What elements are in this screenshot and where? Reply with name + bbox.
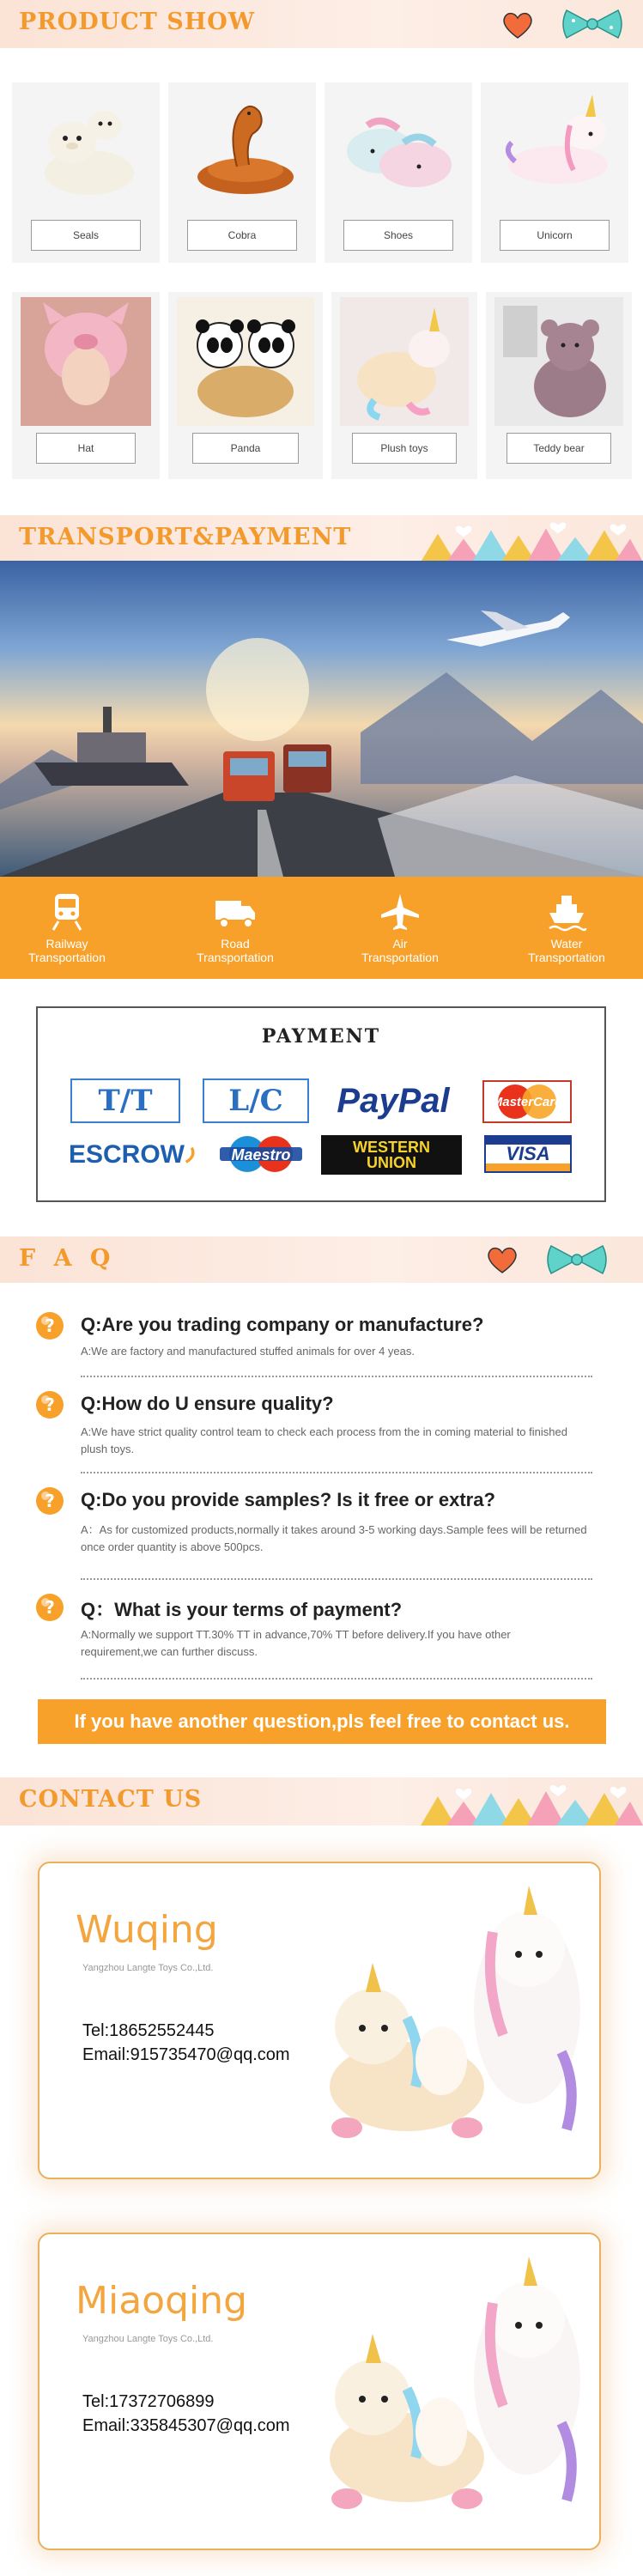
faq-question: Q:How do U ensure quality? <box>81 1393 334 1414</box>
transport-mode-name: Railway <box>45 937 88 951</box>
panda-plush-image <box>177 297 314 426</box>
bunting-decoration <box>412 515 643 563</box>
truck-icon <box>214 892 257 932</box>
transport-mode-suffix: Transportation <box>28 951 106 964</box>
product-card-shoes[interactable] <box>325 82 472 263</box>
faq-item <box>34 1314 601 1382</box>
faq-answer: A:We are factory and manufactured stuffed animals for over 4 yeas. <box>81 1345 415 1358</box>
paypal-logo <box>325 1078 462 1123</box>
transport-header <box>0 515 643 561</box>
transport-mode-suffix: Transportation <box>197 951 274 964</box>
unicorn-plush-image <box>312 1880 596 2155</box>
product-card-hat[interactable] <box>12 292 160 479</box>
question-icon <box>34 1310 65 1341</box>
transport-mode-air <box>349 892 452 964</box>
svg-text:?: ? <box>45 1315 55 1336</box>
transport-mode-suffix: Transportation <box>361 951 439 964</box>
bow-icon <box>543 1241 611 1279</box>
divider <box>81 1376 592 1377</box>
contact-phone[interactable]: Tel:17372706899 <box>82 2392 215 2411</box>
pig-hat-image <box>21 297 151 426</box>
faq-question: Q:Do you provide samples? Is it free or extra? <box>81 1489 495 1510</box>
contact-name: Wuqing <box>76 1908 218 1952</box>
teddy-bear-image <box>494 297 623 426</box>
company-name: Yangzhou Langte Toys Co.,Ltd. <box>82 2334 214 2344</box>
product-label: Panda <box>192 433 299 464</box>
contact-cta-banner[interactable]: If you have another question,pls feel free to contact us. <box>38 1699 606 1744</box>
faq-answer: A：As for customized products,normally it takes around 3-5 working days.Sample fees will be returned once order quantity is above 500pcs. <box>81 1523 587 1553</box>
transport-modes-bar <box>0 877 643 979</box>
escrow-logo-text: ESCROW <box>69 1140 185 1169</box>
company-name: Yangzhou Langte Toys Co.,Ltd. <box>82 1963 214 1973</box>
product-label: Plush toys <box>352 433 457 464</box>
product-label: Teddy bear <box>507 433 611 464</box>
product-card-teddy-bear[interactable] <box>486 292 632 479</box>
product-label: Seals <box>31 220 141 251</box>
product-label: Unicorn <box>500 220 610 251</box>
maestro-logo-text: Maestro <box>231 1145 291 1163</box>
divider <box>81 1472 592 1473</box>
lc-logo <box>203 1078 309 1123</box>
faq-title: F A Q <box>19 1245 116 1272</box>
faq-answer: A:We have strict quality control team to check each process from the in coming material to finished plush toys. <box>81 1425 567 1455</box>
faq-item <box>34 1393 601 1479</box>
product-label: Shoes <box>343 220 453 251</box>
unicorn-plush-image <box>312 2251 596 2526</box>
ship-icon <box>546 892 587 932</box>
divider <box>81 1678 592 1680</box>
product-card-panda[interactable] <box>168 292 323 479</box>
seal-plush-image <box>21 91 151 203</box>
mastercard-logo-text: MasterCard <box>491 1094 563 1109</box>
visa-logo-text: VISA <box>506 1143 550 1164</box>
question-icon <box>34 1485 65 1516</box>
divider <box>81 1578 592 1580</box>
faq-question: Q：What is your terms of payment? <box>81 1599 403 1620</box>
contact-card <box>38 2233 601 2550</box>
product-card-unicorn[interactable] <box>481 82 628 263</box>
cobra-plush-image <box>177 91 307 203</box>
contact-phone[interactable]: Tel:18652552445 <box>82 2021 215 2040</box>
question-icon <box>34 1592 65 1623</box>
product-card-cobra[interactable] <box>168 82 316 263</box>
contact-card <box>38 1862 601 2179</box>
airplane-icon <box>379 892 421 932</box>
transport-mode-name: Road <box>221 937 250 951</box>
payment-title: PAYMENT <box>261 1025 381 1048</box>
product-label: Hat <box>36 433 136 464</box>
svg-text:?: ? <box>45 1394 55 1415</box>
tt-logo <box>70 1078 180 1123</box>
svg-text:?: ? <box>45 1491 55 1511</box>
escrow-logo <box>69 1133 197 1176</box>
svg-text:?: ? <box>45 1597 55 1618</box>
lc-logo-text: L/C <box>228 1084 283 1118</box>
question-icon <box>34 1389 65 1420</box>
unicorn-slipper-image <box>333 91 464 203</box>
contact-email[interactable]: Email:915735470@qq.com <box>82 2045 290 2064</box>
western-union-logo <box>321 1135 462 1175</box>
contact-name: Miaoqing <box>76 2279 248 2323</box>
western-union-logo-text: WESTERN UNION <box>353 1139 430 1171</box>
unicorn-plush-image <box>489 91 620 203</box>
product-card-plush-toys[interactable] <box>331 292 477 479</box>
bow-icon <box>558 5 627 43</box>
tt-logo-text: T/T <box>98 1084 153 1118</box>
payment-box <box>36 1006 606 1202</box>
faq-answer: A:Normally we support TT.30% TT in advance,70% TT before delivery.If you have other requirement,we can further discuss. <box>81 1628 511 1658</box>
train-icon <box>48 892 86 932</box>
transport-mode-road <box>184 892 287 964</box>
logistics-banner-image <box>0 561 643 877</box>
heart-icon <box>501 10 534 39</box>
faq-item <box>34 1595 601 1681</box>
contact-email[interactable]: Email:335845307@qq.com <box>82 2416 290 2435</box>
transport-mode-suffix: Transportation <box>528 951 605 964</box>
transport-mode-name: Water <box>550 937 583 951</box>
maestro-logo <box>216 1133 306 1176</box>
product-show-header <box>0 0 643 48</box>
transport-mode-name: Air <box>392 937 408 951</box>
bunting-decoration <box>412 1777 643 1826</box>
product-show-title: PRODUCT SHOW <box>19 9 256 35</box>
faq-item <box>34 1489 601 1583</box>
unicorn-plush-toys-image <box>340 297 469 426</box>
visa-logo <box>484 1135 572 1173</box>
product-label: Cobra <box>187 220 297 251</box>
contact-header <box>0 1777 643 1826</box>
mastercard-logo <box>482 1080 572 1123</box>
transport-mode-railway <box>15 892 118 964</box>
contact-title: CONTACT US <box>19 1786 203 1813</box>
escrow-swoosh-icon <box>185 1145 197 1165</box>
product-card-seals[interactable] <box>12 82 160 263</box>
faq-question: Q:Are you trading company or manufacture? <box>81 1314 484 1335</box>
transport-mode-water <box>515 892 618 964</box>
heart-icon <box>486 1245 519 1274</box>
logistics-scene <box>0 561 643 877</box>
paypal-logo-text: PayPal <box>337 1081 450 1120</box>
faq-header <box>0 1236 643 1283</box>
transport-title: TRANSPORT&PAYMENT <box>19 524 352 550</box>
